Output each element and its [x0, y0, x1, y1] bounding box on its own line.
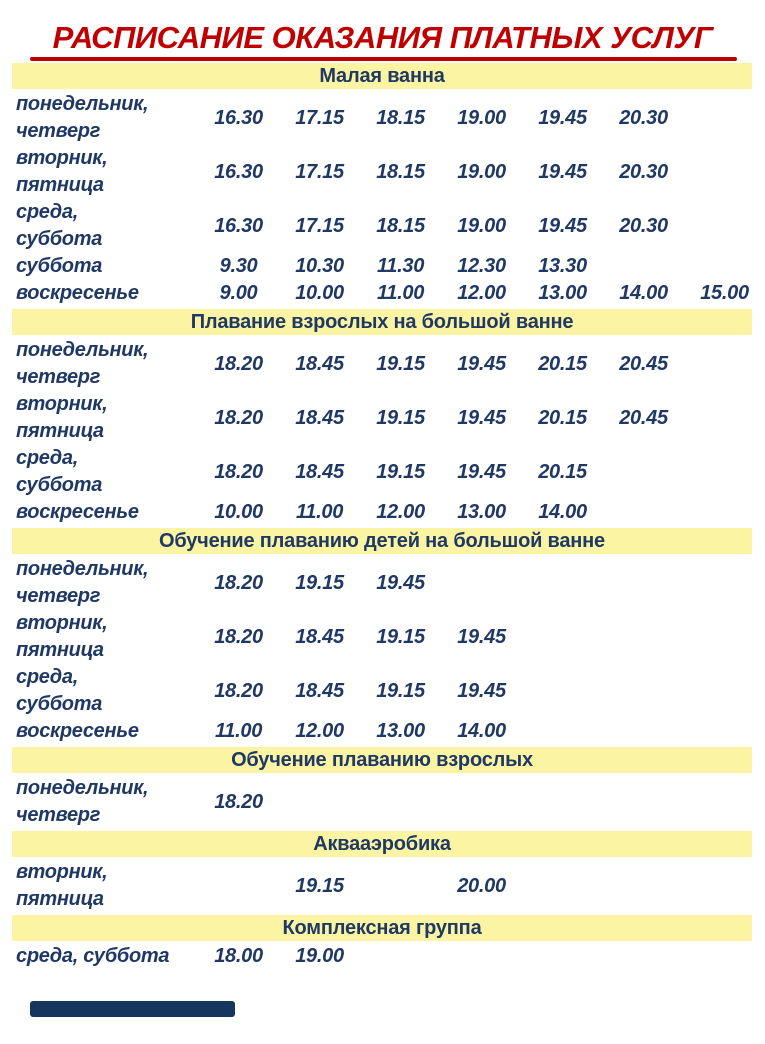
day-line: пятница [16, 174, 104, 196]
time-slot: 19.45 [457, 625, 506, 648]
time-slot: 19.15 [376, 460, 425, 483]
day-label [0, 499, 198, 526]
time-slot: 11.30 [376, 255, 425, 277]
schedule-section [0, 63, 765, 307]
day-line: суббота [16, 228, 103, 250]
section-rows [0, 775, 765, 829]
schedule-section [0, 747, 765, 829]
time-slot: 10.30 [295, 255, 344, 277]
time-slot: 17.15 [295, 160, 344, 183]
section-header-banner [12, 915, 752, 941]
day-line: вторник, [16, 147, 108, 169]
schedule-section [0, 915, 765, 970]
time-slot: 11.00 [295, 501, 344, 523]
day-line: воскресенье [16, 282, 139, 304]
day-label [0, 253, 198, 280]
day-label [0, 445, 198, 499]
day-line: понедельник, [16, 93, 149, 115]
day-line: четверг [16, 366, 101, 388]
day-line: понедельник, [16, 777, 149, 799]
time-slot: 20.45 [619, 352, 668, 375]
schedule-row [0, 610, 765, 664]
time-slot: 20.15 [538, 352, 587, 375]
day-line: среда, [16, 666, 78, 688]
section-header-banner [12, 747, 752, 773]
time-slot: 20.15 [538, 460, 587, 483]
day-label [0, 718, 198, 745]
time-slot: 13.00 [376, 720, 425, 742]
time-slot: 20.15 [538, 406, 587, 429]
section-header-banner [12, 528, 752, 554]
time-slot: 20.00 [457, 874, 506, 897]
time-slot: 19.15 [376, 625, 425, 648]
time-slot: 18.45 [295, 679, 344, 702]
time-slot: 19.00 [457, 160, 506, 183]
time-slot: 19.15 [376, 352, 425, 375]
title-underline [30, 57, 737, 61]
time-slot: 18.20 [214, 679, 263, 702]
section-rows [0, 91, 765, 307]
page-title: РАСПИСАНИЕ ОКАЗАНИЯ ПЛАТНЫХ УСЛУГ [52, 20, 713, 55]
section-title: Комплексная группа [282, 916, 482, 939]
time-slot: 13.00 [538, 282, 587, 304]
time-slot: 19.15 [376, 679, 425, 702]
time-slot: 14.00 [538, 501, 587, 523]
schedule-row [0, 859, 765, 913]
time-slot: 19.15 [295, 874, 344, 897]
schedule-row [0, 775, 765, 829]
day-line: понедельник, [16, 339, 149, 361]
section-title: Обучение плаванию детей на большой ванне [159, 529, 605, 552]
section-rows [0, 943, 765, 970]
schedule-sections [0, 63, 765, 970]
time-slot: 12.00 [457, 282, 506, 304]
schedule-row [0, 91, 765, 145]
time-slot: 18.15 [376, 214, 425, 237]
day-line: среда, [16, 201, 78, 223]
time-slot: 19.15 [376, 406, 425, 429]
schedule-section [0, 831, 765, 913]
schedule-row [0, 943, 765, 970]
schedule-row [0, 445, 765, 499]
section-header-banner [12, 309, 752, 335]
day-line: пятница [16, 888, 104, 910]
section-title: Обучение плаванию взрослых [231, 748, 533, 771]
decorative-bottom-bar [30, 1001, 235, 1017]
day-line: суббота [16, 474, 103, 496]
time-slot: 18.45 [295, 460, 344, 483]
time-slot: 19.00 [457, 106, 506, 129]
time-slot: 19.15 [295, 571, 344, 594]
day-line: понедельник, [16, 558, 149, 580]
section-rows [0, 859, 765, 913]
time-slot: 12.30 [457, 255, 506, 277]
time-slot: 19.45 [457, 460, 506, 483]
time-slot: 13.30 [538, 255, 587, 277]
day-line: воскресенье [16, 720, 139, 742]
time-slot: 19.45 [538, 214, 587, 237]
day-line: четверг [16, 804, 101, 826]
time-slot: 18.20 [214, 460, 263, 483]
section-rows [0, 556, 765, 745]
time-slot: 19.45 [457, 352, 506, 375]
schedule-row [0, 253, 765, 280]
time-slot: 18.20 [214, 406, 263, 429]
day-label [0, 859, 198, 913]
schedule-row [0, 337, 765, 391]
time-slot: 18.20 [214, 571, 263, 594]
day-line: вторник, [16, 861, 108, 883]
time-slot: 18.45 [295, 625, 344, 648]
day-line: среда, суббота [16, 945, 170, 967]
day-line: четверг [16, 120, 101, 142]
day-line: вторник, [16, 612, 108, 634]
section-rows [0, 337, 765, 526]
day-line: среда, [16, 447, 78, 469]
time-slot: 20.45 [619, 406, 668, 429]
time-slot: 19.45 [457, 679, 506, 702]
time-slot: 18.20 [214, 790, 263, 813]
section-title: Плавание взрослых на большой ванне [190, 310, 574, 333]
section-header-banner [12, 831, 752, 857]
time-slot: 10.00 [214, 501, 263, 523]
time-slot: 19.45 [538, 106, 587, 129]
schedule-section [0, 528, 765, 745]
time-slot: 20.30 [619, 106, 668, 129]
day-label [0, 664, 198, 718]
day-label [0, 91, 198, 145]
day-line: пятница [16, 420, 104, 442]
time-slot: 15.00 [700, 282, 749, 304]
time-slot: 12.00 [295, 720, 344, 742]
time-slot: 19.00 [295, 945, 344, 967]
schedule-row [0, 499, 765, 526]
day-label [0, 280, 198, 307]
time-slot: 18.20 [214, 625, 263, 648]
schedule-row [0, 145, 765, 199]
time-slot: 9.00 [219, 282, 258, 304]
time-slot: 18.00 [214, 945, 263, 967]
time-slot: 20.30 [619, 160, 668, 183]
time-slot: 16.30 [214, 214, 263, 237]
day-line: воскресенье [16, 501, 139, 523]
day-label [0, 610, 198, 664]
time-slot: 11.00 [376, 282, 425, 304]
time-slot: 16.30 [214, 160, 263, 183]
schedule-row [0, 664, 765, 718]
schedule-row [0, 280, 765, 307]
day-label [0, 391, 198, 445]
section-title: Малая ванна [319, 64, 445, 87]
section-header-banner [12, 63, 752, 89]
time-slot: 13.00 [457, 501, 506, 523]
day-line: пятница [16, 639, 104, 661]
schedule-row [0, 199, 765, 253]
time-slot: 10.00 [295, 282, 344, 304]
time-slot: 17.15 [295, 214, 344, 237]
schedule-section [0, 309, 765, 526]
schedule-row [0, 556, 765, 610]
day-line: четверг [16, 585, 101, 607]
time-slot: 19.45 [538, 160, 587, 183]
time-slot: 17.15 [295, 106, 344, 129]
time-slot: 12.00 [376, 501, 425, 523]
day-label [0, 337, 198, 391]
section-title: Аквааэробика [313, 832, 451, 855]
time-slot: 18.45 [295, 352, 344, 375]
time-slot: 16.30 [214, 106, 263, 129]
time-slot: 18.20 [214, 352, 263, 375]
time-slot: 19.45 [457, 406, 506, 429]
day-label [0, 556, 198, 610]
day-label [0, 943, 198, 970]
time-slot: 14.00 [619, 282, 668, 304]
day-line: вторник, [16, 393, 108, 415]
day-line: суббота [16, 255, 103, 277]
time-slot: 20.30 [619, 214, 668, 237]
schedule-row [0, 391, 765, 445]
time-slot: 19.00 [457, 214, 506, 237]
time-slot: 18.45 [295, 406, 344, 429]
day-line: суббота [16, 693, 103, 715]
day-label [0, 199, 198, 253]
time-slot: 14.00 [457, 720, 506, 742]
schedule-row [0, 718, 765, 745]
time-slot: 18.15 [376, 160, 425, 183]
day-label [0, 775, 198, 829]
day-label [0, 145, 198, 199]
time-slot: 9.30 [219, 255, 258, 277]
schedule-page [0, 20, 765, 970]
time-slot: 18.15 [376, 106, 425, 129]
time-slot: 11.00 [214, 720, 263, 742]
time-slot: 19.45 [376, 571, 425, 594]
